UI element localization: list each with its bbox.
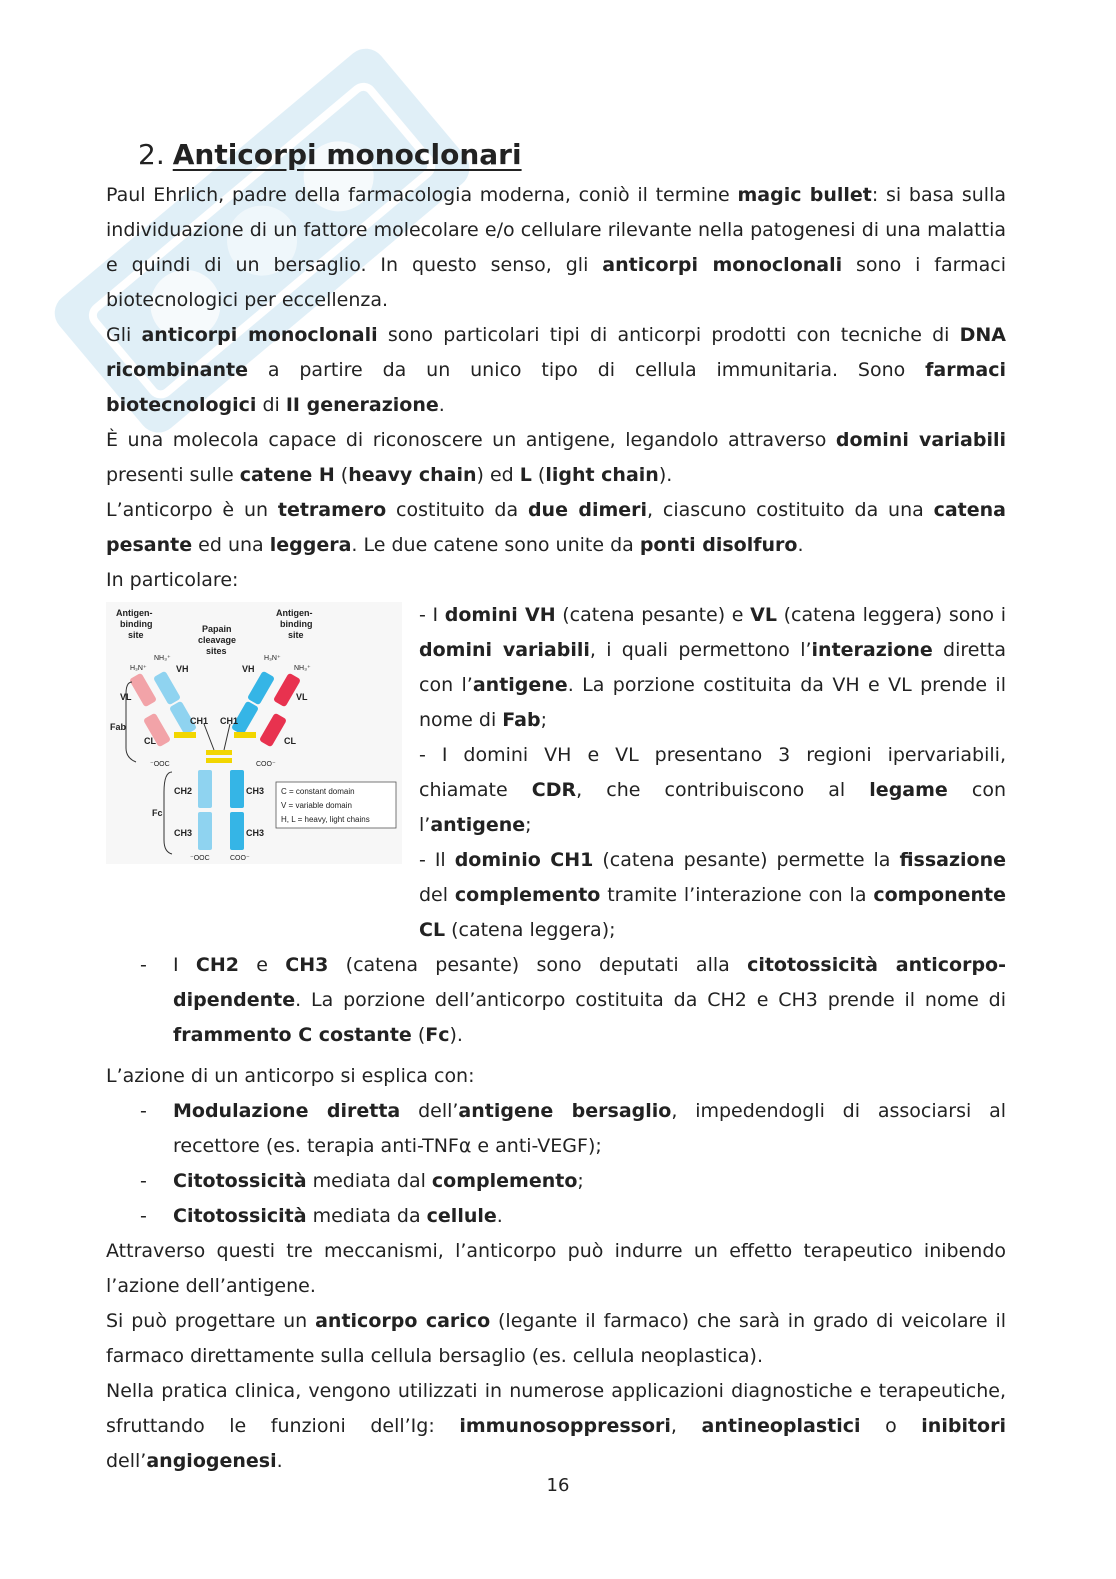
svg-text:H₃N⁺: H₃N⁺	[130, 665, 147, 672]
svg-text:CL: CL	[284, 736, 296, 746]
svg-text:NH₃⁺: NH₃⁺	[154, 655, 171, 662]
paragraph-monoclonal-definition: Gli anticorpi monoclonali sono particolari tipi di anticorpi prodotti con tecniche di DNA ricombinante a partire da un unico tipo di cellula immunitaria. Sono farmaci biotecnologici di II generazione.	[106, 324, 1007, 416]
page-number: 16	[546, 1475, 570, 1496]
label-antigen-left: Antigen-	[116, 608, 153, 618]
svg-text:CH3: CH3	[246, 786, 265, 796]
svg-text:Fab: Fab	[110, 722, 127, 732]
label-papain: Papain	[202, 624, 232, 634]
figure-row	[106, 598, 1006, 948]
fig-item-vh-vl: - I domini VH (catena pesante) e VL (catena leggera) sono i domini variabili, i quali permettono l’interazione diretta con l’antigene. La porzione costituita da VH e VL prende il nome di Fab;	[419, 604, 1007, 731]
svg-text:CH3: CH3	[246, 828, 265, 838]
fig-item-ch1: - Il dominio CH1 (catena pesante) permette la fissazione del complemento tramite l’interazione con la componente CL (catena leggera);	[419, 849, 1007, 941]
ch-list	[106, 948, 1006, 1053]
svg-text:CH3: CH3	[174, 828, 193, 838]
svg-text:site: site	[288, 630, 304, 640]
azione-list	[106, 1094, 1006, 1234]
svg-text:H₃N⁺: H₃N⁺	[264, 655, 281, 662]
list-item-citotossicita-cellule: - Citotossicità mediata da cellule.	[106, 1199, 1006, 1234]
svg-text:COO⁻: COO⁻	[230, 855, 250, 862]
paragraph-magic-bullet: Paul Ehrlich, padre della farmacologia moderna, coniò il termine magic bullet: si basa sulla individuazione di un fattore molecolare e/o cellulare rilevante nella patogenesi di una malattia e quindi di un bersaglio. In questo senso, gli anticorpi monoclonali sono i farmaci biotecnologici per eccellenza.	[106, 184, 1007, 311]
paragraph-azione-intro: L’azione di un anticorpo si esplica con:	[106, 1065, 475, 1087]
svg-text:binding: binding	[120, 619, 153, 629]
svg-text:CH2: CH2	[174, 786, 193, 796]
svg-text:CH1: CH1	[220, 716, 239, 726]
svg-text:VH: VH	[176, 664, 189, 674]
svg-text:H, L = heavy, light chains: H, L = heavy, light chains	[281, 815, 370, 824]
fig-item-cdr: - I domini VH e VL presentano 3 regioni ipervariabili, chiamate CDR, che contribuiscono al legame con l’antigene;	[419, 744, 1007, 836]
svg-text:VH: VH	[242, 664, 255, 674]
svg-text:C = constant domain: C = constant domain	[281, 787, 355, 796]
svg-text:NH₃⁺: NH₃⁺	[294, 665, 311, 672]
svg-text:CL: CL	[144, 736, 156, 746]
paragraph-meccanismi: Attraverso questi tre meccanismi, l’anticorpo può indurre un effetto terapeutico inibendo l’azione dell’antigene.	[106, 1240, 1006, 1297]
list-item-ch2-ch3: - I CH2 e CH3 (catena pesante) sono deputati alla citotossicità anticorpo-dipendente. La porzione dell’anticorpo costituita da CH2 e CH3 prende il nome di frammento C costante (Fc).	[106, 948, 1006, 1053]
list-item-citotossicita-complemento: - Citotossicità mediata dal complemento;	[106, 1164, 1006, 1199]
paragraph-anticorpo-carico: Si può progettare un anticorpo carico (legante il farmaco) che sarà in grado di veicolare il farmaco direttamente sulla cellula bersaglio (es. cellula neoplastica).	[106, 1310, 1007, 1367]
diagram-legend	[276, 782, 396, 828]
label-antigen-right: Antigen-	[276, 608, 313, 618]
svg-text:⁻OOC: ⁻OOC	[190, 855, 210, 862]
svg-text:V = variable domain: V = variable domain	[281, 801, 352, 810]
svg-text:binding: binding	[280, 619, 313, 629]
svg-text:VL: VL	[120, 692, 132, 702]
paragraph-tetramer: L’anticorpo è un tetramero costituito da due dimeri, ciascuno costituito da una catena pesante ed una leggera. Le due catene sono unite da ponti disolfuro.	[106, 499, 1006, 556]
svg-text:sites: sites	[206, 646, 227, 656]
svg-text:CH1: CH1	[190, 716, 209, 726]
svg-text:Fc: Fc	[152, 808, 163, 818]
section-title	[138, 132, 1006, 178]
svg-text:COO⁻: COO⁻	[256, 761, 276, 768]
paragraph-in-particolare: In particolare:	[106, 569, 239, 591]
section-number: 2.	[138, 138, 165, 171]
section-title-text: Anticorpi monoclonari	[172, 138, 522, 171]
svg-text:site: site	[128, 630, 144, 640]
page-content	[106, 132, 1006, 1479]
svg-text:⁻OOC: ⁻OOC	[150, 761, 170, 768]
svg-text:cleavage: cleavage	[198, 635, 237, 645]
antibody-structure-diagram	[106, 602, 402, 864]
list-item-modulazione: - Modulazione diretta dell’antigene bersaglio, impedendogli di associarsi al recettore (es. terapia anti-TNFα e anti-VEGF);	[106, 1094, 1006, 1164]
svg-text:VL: VL	[296, 692, 308, 702]
figure-side-text	[419, 598, 1006, 948]
paragraph-pratica-clinica: Nella pratica clinica, vengono utilizzati in numerose applicazioni diagnostiche e terapeutiche, sfruttando le funzioni dell’Ig: immunosoppressori, antineoplastici o inibitori dell’angiogenesi.	[106, 1380, 1006, 1472]
paragraph-antigen-binding: È una molecola capace di riconoscere un antigene, legandolo attraverso domini variabili presenti sulle catene H (heavy chain) ed L (light chain).	[106, 429, 1006, 486]
